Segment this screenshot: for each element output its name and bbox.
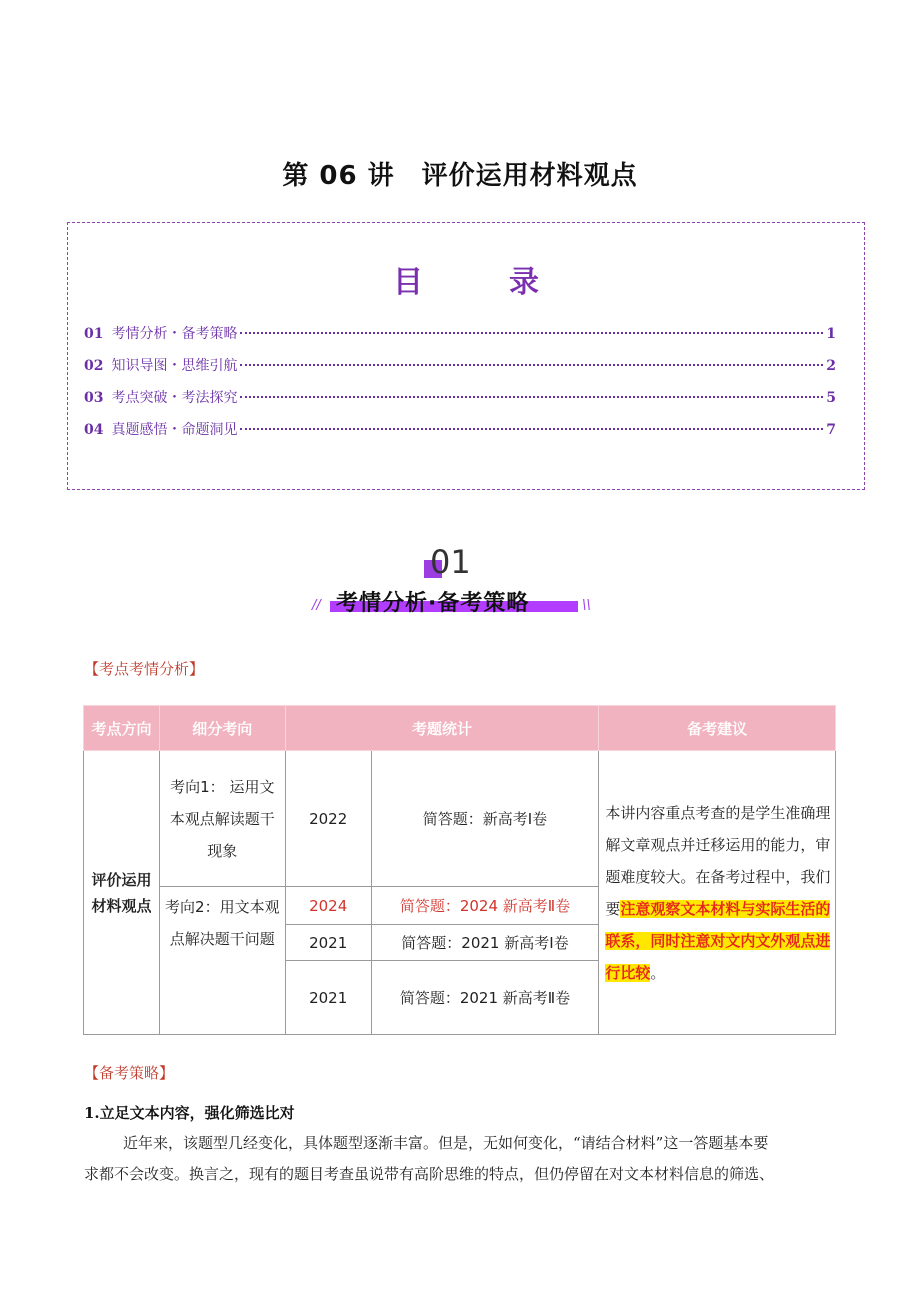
toc-item[interactable] <box>84 419 836 451</box>
sub-direction-cell: 考向2：用文本观点解决题干问题 <box>159 887 285 1035</box>
page-title: 第 06 讲 评价运用材料观点 <box>282 161 638 191</box>
toc-leader-dots <box>240 364 823 366</box>
table-row <box>84 751 836 887</box>
question-cell: 简答题：新高考Ⅰ卷 <box>371 751 599 887</box>
toc-item[interactable] <box>84 355 836 387</box>
toc-item-page: 1 <box>826 326 836 342</box>
advice-cell <box>599 751 836 1035</box>
section-number: 01 <box>430 543 471 581</box>
question-cell: 简答题：2021 新高考Ⅱ卷 <box>371 961 599 1035</box>
analysis-label: 【考点考情分析】 <box>84 660 205 678</box>
toc-item-page: 7 <box>826 422 836 438</box>
toc-item-label: 考情分析・备考策略 <box>111 326 238 342</box>
year-cell: 2024 <box>285 887 371 925</box>
toc-item[interactable] <box>84 387 836 419</box>
year-cell: 2021 <box>285 961 371 1035</box>
toc-item-label: 知识导图・思维引航 <box>111 358 238 374</box>
toc-leader-dots <box>240 396 823 398</box>
sub-direction-cell: 考向1： 运用文本观点解读题干现象 <box>159 751 285 887</box>
toc-leader-dots <box>240 428 823 430</box>
header-advice: 备考建议 <box>599 706 836 751</box>
header-statistics: 考题统计 <box>285 706 599 751</box>
year-cell: 2022 <box>285 751 371 887</box>
header-direction: 考点方向 <box>84 706 160 751</box>
toc-item-number: 02 <box>84 358 104 374</box>
strategy-paragraph-line: 近年来，该题型几经变化，具体题型逐渐丰富。但是，无如何变化，“请结合材料”这一答题基本要 <box>123 1134 769 1152</box>
strategy-heading: 1.立足文本内容，强化筛选比对 <box>84 1104 295 1122</box>
advice-end: 。 <box>650 963 666 982</box>
advice-highlight: 注意观察文本材料与实际生活的联系，同时注意对文内文外观点进行比较 <box>605 899 831 982</box>
advice-text: 本讲内容重点考查的是学生准确理解文章观点并迁移运用的能力，审题难度较大。在备考过程中，我们要 <box>605 803 831 918</box>
section-title: 考情分析·备考策略 <box>336 591 530 616</box>
exam-analysis-table <box>83 705 836 1035</box>
year-cell: 2021 <box>285 925 371 961</box>
toc-item[interactable] <box>84 323 836 355</box>
toc-item-number: 01 <box>84 326 104 342</box>
toc-item-number: 04 <box>84 422 104 438</box>
question-cell: 简答题：2021 新高考Ⅰ卷 <box>371 925 599 961</box>
toc-item-label: 真题感悟・命题洞见 <box>111 422 238 438</box>
toc-leader-dots <box>240 332 823 334</box>
toc-list <box>84 323 836 451</box>
question-cell: 简答题：2024 新高考Ⅱ卷 <box>371 887 599 925</box>
toc-item-number: 03 <box>84 390 104 406</box>
direction-cell: 评价运用材料观点 <box>84 751 160 1035</box>
toc-item-page: 2 <box>826 358 836 374</box>
table-of-contents <box>67 222 865 490</box>
header-sub-direction: 细分考向 <box>159 706 285 751</box>
strategy-label: 【备考策略】 <box>84 1064 175 1082</box>
left-slash-decoration: // <box>312 598 321 613</box>
toc-heading: 目 录 <box>393 265 567 300</box>
toc-item-label: 考点突破・考法探究 <box>111 390 238 406</box>
right-slash-decoration: \\ <box>582 598 591 613</box>
strategy-paragraph-line: 求都不会改变。换言之，现有的题目考查虽说带有高阶思维的特点，但仍停留在对文本材料信息的筛选、 <box>84 1165 775 1183</box>
toc-item-page: 5 <box>826 390 836 406</box>
table-header-row <box>84 706 836 751</box>
